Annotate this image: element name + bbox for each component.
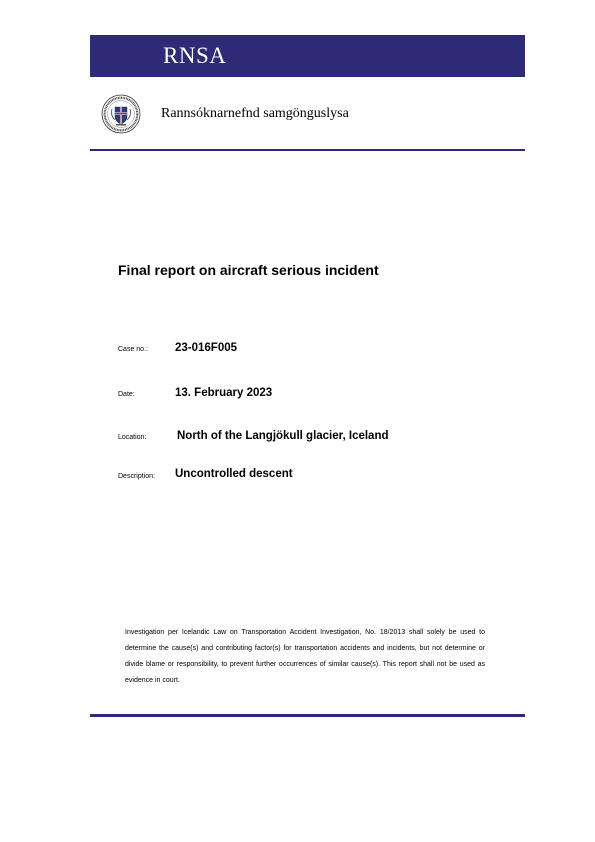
location-value: North of the Langjökull glacier, Iceland [177, 430, 389, 442]
case-number-label: Case no.: [118, 346, 148, 353]
description-label: Description: [118, 473, 155, 480]
date-value: 13. February 2023 [175, 387, 273, 399]
location-label: Location: [118, 434, 147, 441]
coat-of-arms-seal-icon [101, 94, 141, 134]
agency-name: Rannsóknarnefnd samgönguslysa [161, 106, 349, 121]
date-label: Date: [118, 391, 135, 398]
banner-title: RNSA [163, 43, 227, 68]
description-value: Uncontrolled descent [175, 468, 293, 480]
footer-divider [90, 714, 525, 717]
report-title: Final report on aircraft serious incident [118, 262, 379, 278]
header-divider [90, 149, 525, 151]
case-number-value: 23-016F005 [175, 342, 238, 354]
header-banner [90, 35, 525, 77]
legal-disclaimer: Investigation per Icelandic Law on Transportation Accident Investigation, No. 18/2013 shall solely be used to determine the cause(s) and contributing factor(s) for transportation accidents and incidents, but not determine or divide blame or responsibility, to prevent further occurrences of similar cause(s). This report shall not be used as evidence in court. [125, 629, 485, 684]
